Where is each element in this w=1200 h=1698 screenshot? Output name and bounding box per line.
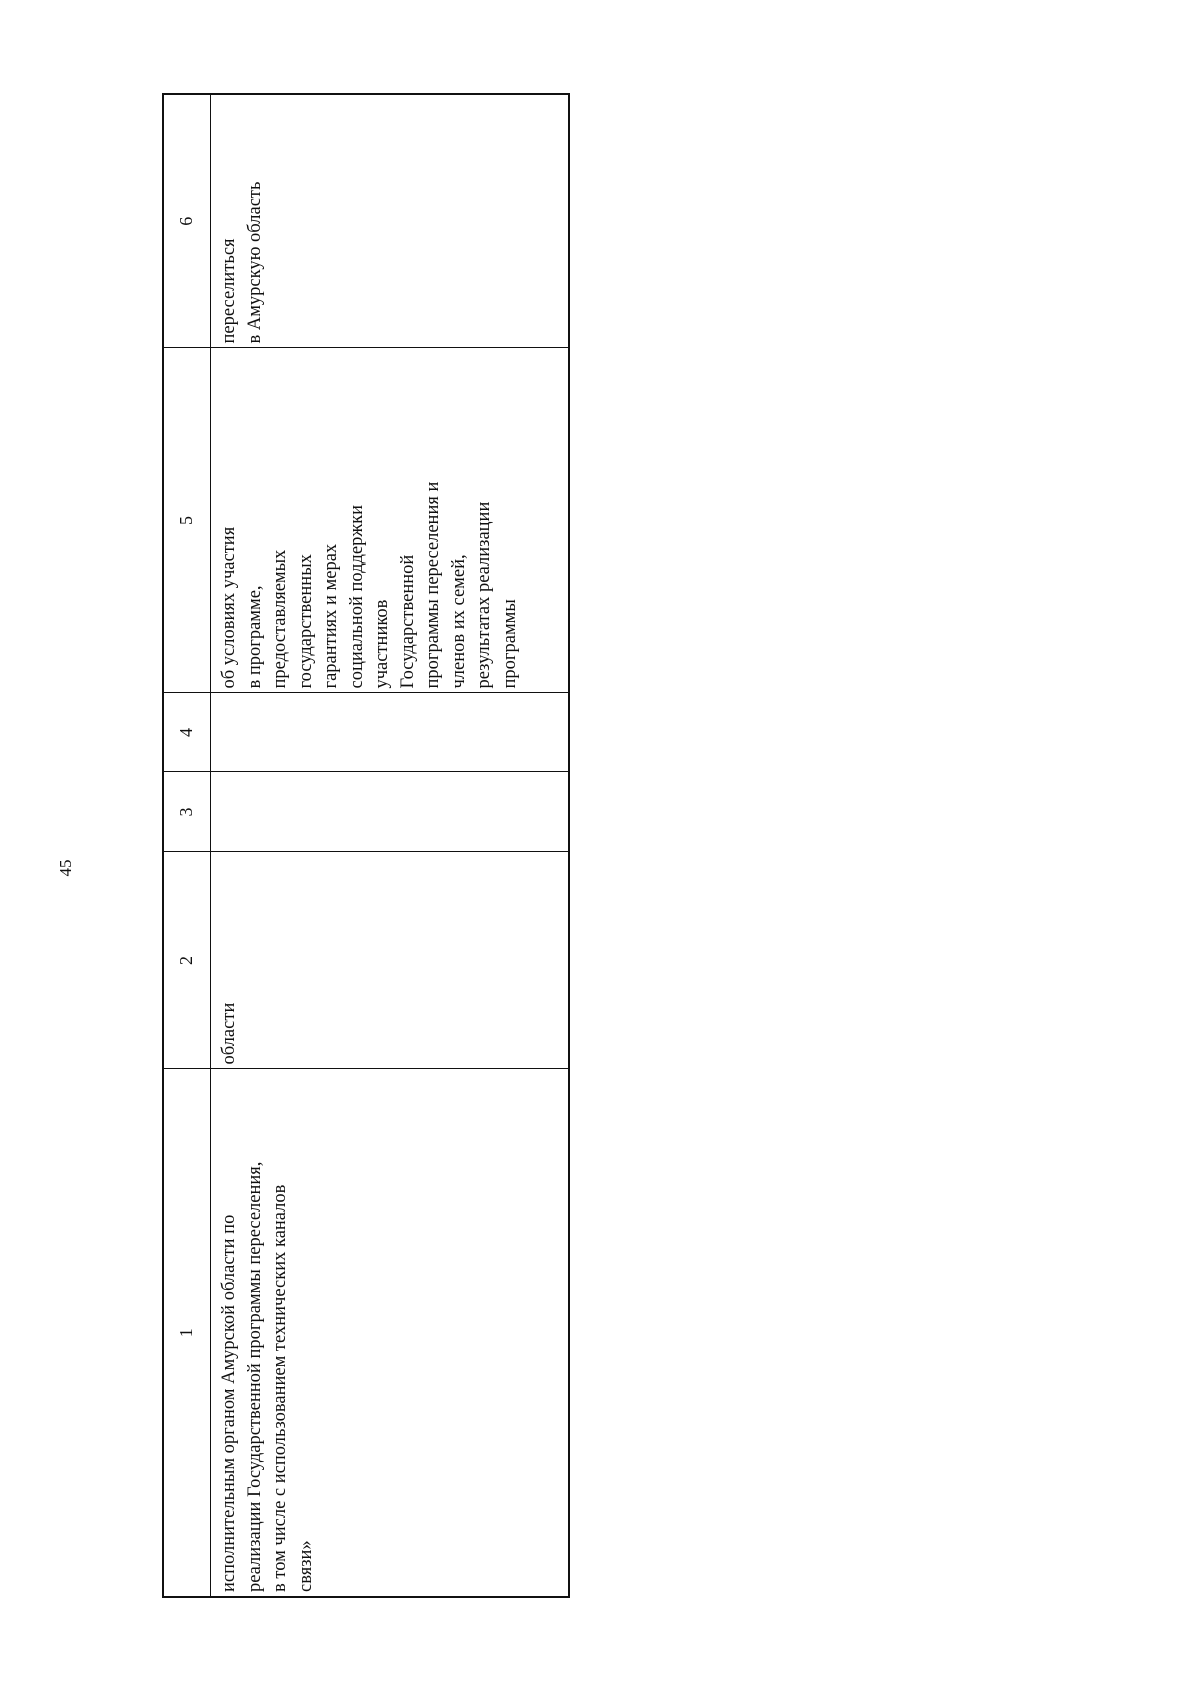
cell-col4 [211,693,570,772]
header-cell-3: 3 [163,772,211,852]
cell-col2: области [211,852,570,1069]
header-cell-2: 2 [163,852,211,1069]
rotated-table-wrapper [162,95,570,1598]
document-table [162,93,570,1598]
header-cell-6: 6 [163,94,211,348]
header-cell-4: 4 [163,693,211,772]
page-number: 45 [56,859,75,877]
cell-col3 [211,772,570,852]
header-cell-5: 5 [163,348,211,693]
cell-col6: переселиться в Амурскую область [211,94,570,348]
cell-col1: исполнительным органом Амурской области по реализации Государственной программы переселения, в том числе с использованием технических каналов связи» [211,1069,570,1597]
table-header-row [163,94,211,1597]
cell-col5: об условиях участия в программе, предоставляемых государственных гарантиях и мерах социальной поддержки участников Государственной программы переселения и членов их семей, результатах реализации программы [211,348,570,693]
header-cell-1: 1 [163,1069,211,1597]
table-row [211,94,570,1597]
